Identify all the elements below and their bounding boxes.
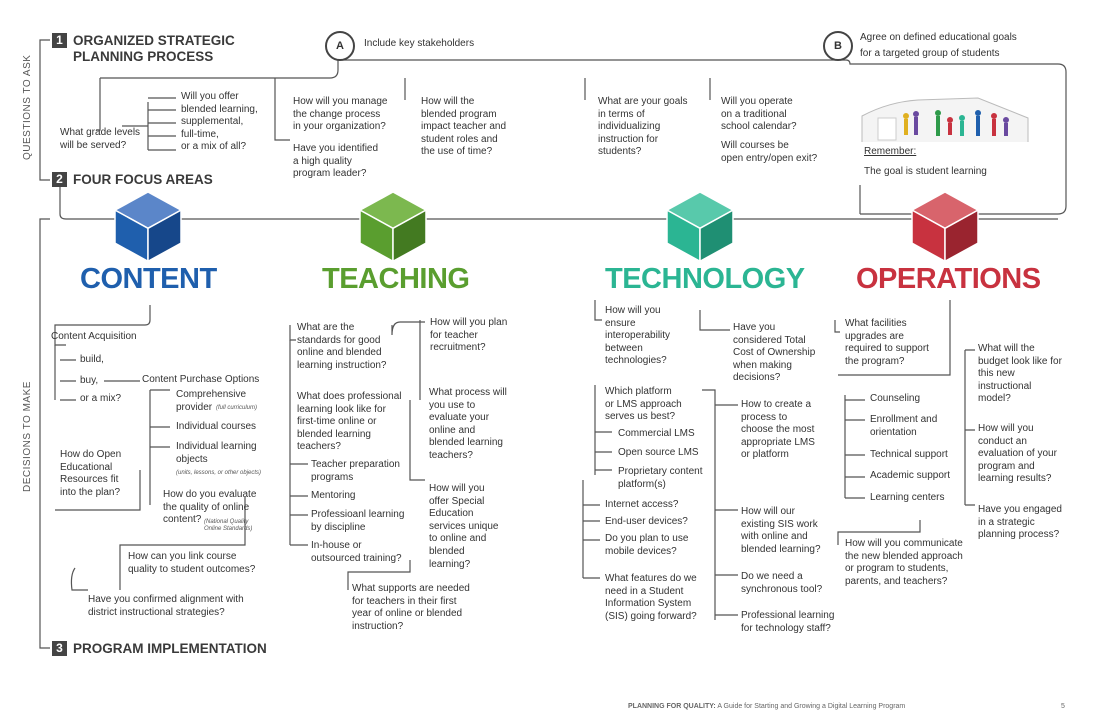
- ops-communicate: How will you communicate the new blended approach or program to students, parents, and teachers?: [845, 538, 963, 587]
- callout-b-text: Agree on defined educational goals for a targeted group of students: [860, 32, 1017, 59]
- ops-technical-support: Technical support: [870, 449, 948, 460]
- tech-devices: End-user devices?: [605, 516, 688, 527]
- teaching-recruitment: How will you plan for teacher recruitment?: [430, 317, 508, 354]
- q-grade-levels: What grade levels will be served?: [60, 127, 141, 151]
- callout-a-text: Include key stakeholders: [364, 38, 475, 49]
- content-alignment: Have you confirmed alignment with district instructional strategies?: [88, 594, 244, 618]
- callout-a-circle: A: [325, 31, 355, 61]
- content-comprehensive: Comprehensive provider: [176, 389, 247, 413]
- section-3-title: PROGRAM IMPLEMENTATION: [73, 641, 267, 656]
- tech-commercial-lms: Commercial LMS: [618, 428, 695, 439]
- ops-budget: What will the budget look like for this new instructional model?: [978, 343, 1062, 405]
- content-mix: or a mix?: [80, 393, 122, 404]
- content-quality: How do you evaluate the quality of online content?: [163, 489, 257, 526]
- teaching-mentoring: Mentoring: [311, 490, 356, 501]
- content-purchase-options: Content Purchase Options: [142, 374, 260, 385]
- tech-tco: Have you considered Total Cost of Ownership when making decisions?: [733, 322, 816, 384]
- content-buy: buy,: [80, 375, 99, 386]
- page-number: 5: [1061, 703, 1065, 710]
- ops-enrollment: Enrollment and orientation: [870, 414, 938, 438]
- teaching-by-discipline: Professioanl learning by discipline: [311, 509, 405, 533]
- tech-choose-process: How to create a process to choose the most appropriate LMS or platform: [741, 399, 815, 461]
- content-comprehensive-note: (full curriculum): [216, 405, 258, 411]
- tech-staff-learning: Professional learning for technology staff?: [741, 610, 835, 634]
- q-calendar: Will you operate on a traditional school calendar?: [721, 96, 797, 133]
- q-open-entry: Will courses be open entry/open exit?: [721, 140, 818, 164]
- tech-existing-sis: How will our existing SIS work with online and blended learning?: [741, 506, 821, 555]
- teaching-supports: What supports are needed for teachers in their first year of online or blended instruction?: [352, 583, 470, 632]
- area-title-teaching: TEACHING: [322, 263, 470, 295]
- footer-subtitle: A Guide for Starting and Growing a Digital Learning Program: [715, 703, 906, 710]
- footer-title: PLANNING FOR QUALITY:: [628, 703, 716, 710]
- tech-platform: Which platform or LMS approach serves us best?: [605, 386, 682, 423]
- area-title-content: CONTENT: [80, 263, 217, 295]
- teaching-evaluate: What process will you use to evaluate your online and blended learning teachers?: [429, 387, 507, 461]
- content-individual-objects: Individual learning objects: [176, 441, 257, 465]
- area-title-operations: OPERATIONS: [856, 263, 1041, 295]
- teaching-prep-programs: Teacher preparation programs: [311, 459, 400, 483]
- ops-academic-support: Academic support: [870, 470, 951, 481]
- ops-facilities: What facilities upgrades are required to support the program?: [845, 318, 929, 367]
- teaching-special-ed: How will you offer Special Education services unique to online and blended learning?: [429, 483, 499, 570]
- callout-b-circle: B: [823, 31, 853, 61]
- tech-open-source-lms: Open source LMS: [618, 447, 699, 458]
- remember-label: Remember:: [864, 146, 917, 157]
- content-oer: How do Open Educational Resources fit into the plan?: [60, 449, 122, 498]
- content-objects-note: (units, lessons, or other objects): [176, 470, 262, 476]
- remember-text: The goal is student learning: [864, 166, 987, 177]
- section-1-number: 1: [52, 33, 67, 48]
- focus-area-cubes: [0, 0, 1116, 270]
- tech-mobile: Do you plan to use mobile devices?: [605, 533, 689, 557]
- tech-internet: Internet access?: [605, 499, 679, 510]
- content-quality-note: (National Quality Online Standards): [204, 519, 253, 532]
- q-program-leader: Have you identified a high quality program leader?: [293, 143, 379, 180]
- ops-learning-centers: Learning centers: [870, 492, 945, 503]
- content-acquisition: Content Acquisition: [51, 331, 137, 342]
- section-2-number: 2: [52, 172, 67, 187]
- footer-text: [628, 703, 905, 710]
- q-goals: What are your goals in terms of individualizing instruction for students?: [598, 96, 688, 158]
- q-blended-options: Will you offer blended learning, supplemental, full-time, or a mix of all?: [181, 91, 258, 153]
- tech-interoperability: How will you ensure interoperability between technologies?: [605, 305, 671, 367]
- tech-sis: What features do we need in a Student Information System (SIS) going forward?: [605, 573, 697, 622]
- ops-evaluation: How will you conduct an evaluation of your program and learning results?: [978, 423, 1057, 485]
- content-build: build,: [80, 354, 104, 365]
- content-individual-courses: Individual courses: [176, 421, 257, 432]
- teaching-standards: What are the standards for good online and blended learning instruction?: [297, 322, 387, 371]
- teaching-inhouse-training: In-house or outsourced training?: [311, 540, 402, 564]
- tech-proprietary: Proprietary content platform(s): [618, 466, 703, 490]
- teaching-professional-learning: What does professional learning look like for first-time online or blended learning teachers?: [297, 391, 402, 453]
- ops-counseling: Counseling: [870, 393, 921, 404]
- section-1-title: ORGANIZED STRATEGIC PLANNING PROCESS: [73, 33, 235, 64]
- area-title-technology: TECHNOLOGY: [605, 263, 805, 295]
- q-roles-impact: How will the blended program impact teacher and student roles and the use of time?: [421, 96, 507, 158]
- tech-synchronous: Do we need a synchronous tool?: [741, 571, 823, 595]
- section-3-number: 3: [52, 641, 67, 656]
- decisions-to-make-label: DECISIONS TO MAKE: [22, 381, 33, 492]
- ops-strategic-planning: Have you engaged in a strategic planning process?: [978, 504, 1062, 541]
- content-link-outcomes: How can you link course quality to student outcomes?: [128, 551, 256, 575]
- questions-to-ask-label: QUESTIONS TO ASK: [22, 54, 33, 160]
- q-change-process: How will you manage the change process in your organization?: [293, 96, 388, 133]
- section-2-title: FOUR FOCUS AREAS: [73, 172, 213, 187]
